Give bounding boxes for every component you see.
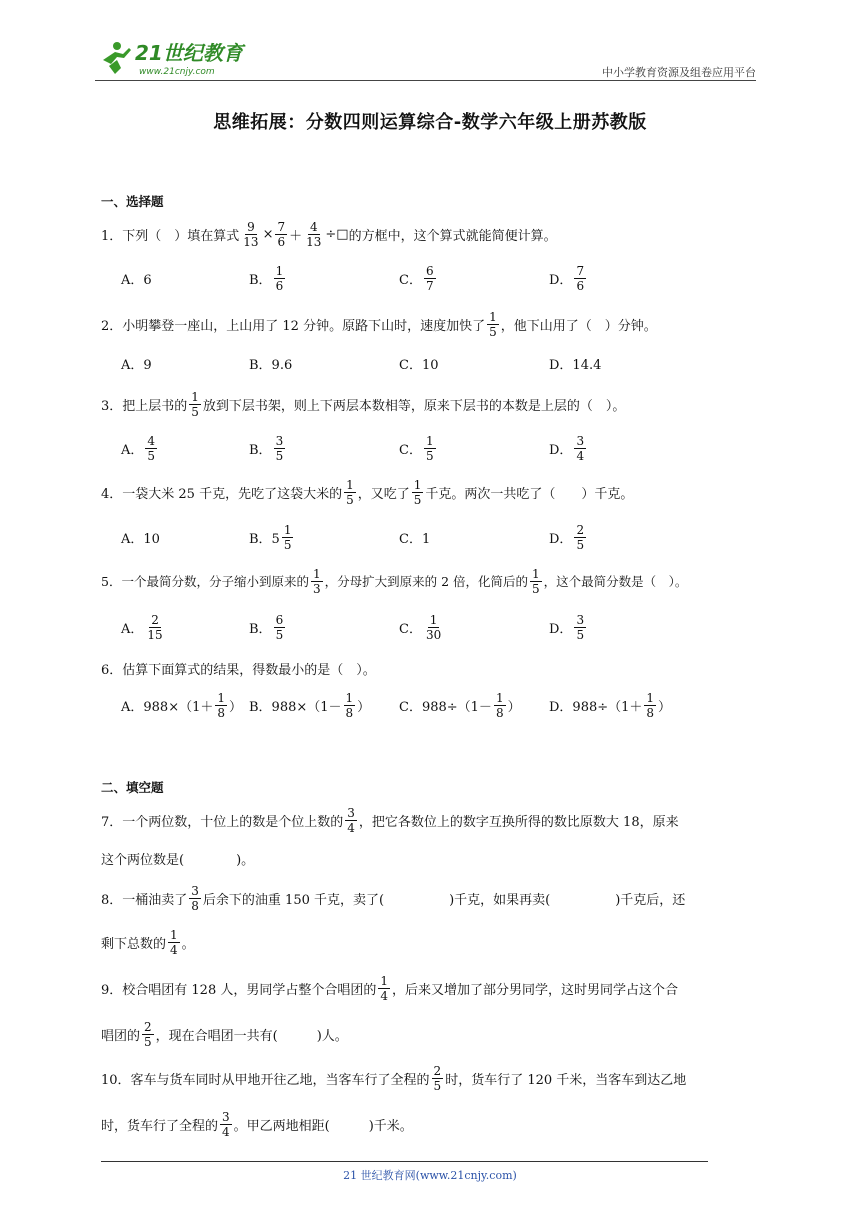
section-choice-heading: 一、选择题 [101, 194, 164, 209]
option-c[interactable]: C． $\frac{1}{5}$ [399, 433, 434, 463]
option-c[interactable]: C． $\frac{1}{30}$ [399, 612, 442, 642]
option-a[interactable]: A．10 [121, 531, 160, 547]
option-b[interactable]: B．988×（1－ $\frac{1}{8}$ ） [249, 690, 371, 720]
question-5: 5．一个最简分数，分子缩小到原来的 $\frac{1}{3}$ ，分母扩大到原来的 2 倍，化简后的 $\frac{1}{5}$ ，这个最简分数是（ ）。 [101, 566, 688, 596]
option-b[interactable]: B．5 $\frac{1}{5}$ [249, 522, 292, 552]
option-d[interactable]: D． $\frac{7}{6}$ [549, 263, 585, 293]
header-rule [95, 80, 756, 81]
svg-text:www.21cnjy.com: www.21cnjy.com [139, 67, 215, 77]
question-2: 2．小明攀登一座山，上山用了 12 分钟。原路下山时，速度加快了 $\frac{1}{5}$ ，他下山用了（ ）分钟。 [101, 309, 657, 339]
footer-rule [101, 1161, 708, 1162]
option-a[interactable]: A．6 [121, 272, 152, 288]
question-8: 8．一桶油卖了 $\frac{3}{8}$ 后余下的油重 150 千克，卖了( )千克，如果再卖( )千克后，还 [101, 883, 686, 913]
option-c[interactable]: C．1 [399, 531, 431, 547]
question-7: 7．一个两位数，十位上的数是个位上数的 $\frac{3}{4}$ ，把它各数位上的数字互换所得的数比原数大 18，原来 [101, 805, 679, 835]
option-d[interactable]: D．988÷（1＋ $\frac{1}{8}$ ） [549, 690, 672, 720]
question-10-cont: 时，货车行了全程的 $\frac{3}{4}$ 。甲乙两地相距( )千米。 [101, 1109, 413, 1139]
site-logo [95, 38, 265, 80]
question-6: 6．估算下面算式的结果，得数最小的是（ ）。 [101, 662, 376, 678]
option-a[interactable]: A．988×（1＋ $\frac{1}{8}$ ） [121, 690, 243, 720]
option-a[interactable]: A．9 [121, 357, 152, 373]
option-a[interactable]: A． $\frac{4}{5}$ [121, 433, 156, 463]
question-9-cont: 唱团的 $\frac{2}{5}$ ，现在合唱团一共有( )人。 [101, 1019, 348, 1049]
svg-text:21世纪教育: 21世纪教育 [135, 41, 243, 65]
option-b[interactable]: B． $\frac{3}{5}$ [249, 433, 284, 463]
header-platform-text: 中小学教育资源及组卷应用平台 [602, 66, 756, 79]
option-d[interactable]: D． $\frac{3}{5}$ [549, 612, 585, 642]
option-c[interactable]: C．988÷（1－ $\frac{1}{8}$ ） [399, 690, 521, 720]
option-b[interactable]: B． $\frac{1}{6}$ [249, 263, 284, 293]
option-b[interactable]: B．9.6 [249, 357, 293, 373]
section-fill-heading: 二、填空题 [101, 780, 164, 795]
question-8-cont: 剩下总数的 $\frac{1}{4}$ 。 [101, 927, 195, 957]
option-d[interactable]: D． $\frac{3}{4}$ [549, 433, 585, 463]
option-b[interactable]: B． $\frac{6}{5}$ [249, 612, 284, 642]
question-7-cont: 这个两位数是( )。 [101, 852, 255, 868]
page-title: 思维拓展：分数四则运算综合-数学六年级上册苏教版 [213, 112, 647, 133]
option-c[interactable]: C． $\frac{6}{7}$ [399, 263, 434, 293]
option-c[interactable]: C．10 [399, 357, 439, 373]
option-d[interactable]: D． $\frac{2}{5}$ [549, 522, 585, 552]
question-3: 3．把上层书的 $\frac{1}{5}$ 放到下层书架，则上下两层本数相等，原来下层书的本数是上层的（ ）。 [101, 389, 626, 419]
option-a[interactable]: A． $\frac{2}{15}$ [121, 612, 163, 642]
footer-link[interactable]: 21 世纪教育网(www.21cnjy.com) [343, 1169, 517, 1182]
question-1: 1．下列（ ）填在算式 $\frac{9}{13}$ × $\frac{7}{6}$ ＋ $\frac{4}{13}$ ÷□ 的方框中，这个算式就能简便计算。 [101, 219, 557, 249]
question-9: 9．校合唱团有 128 人，男同学占整个合唱团的 $\frac{1}{4}$ ，后来又增加了部分男同学，这时男同学占这个合 [101, 973, 679, 1003]
question-4: 4．一袋大米 25 千克，先吃了这袋大米的 $\frac{1}{5}$ ，又吃了 $\frac{1}{5}$ 千克。两次一共吃了（ ）千克。 [101, 477, 634, 507]
question-10: 10．客车与货车同时从甲地开往乙地，当客车行了全程的 $\frac{2}{5}$ 时，货车行了 120 千米，当客车到达乙地 [101, 1063, 687, 1093]
option-d[interactable]: D．14.4 [549, 357, 602, 373]
